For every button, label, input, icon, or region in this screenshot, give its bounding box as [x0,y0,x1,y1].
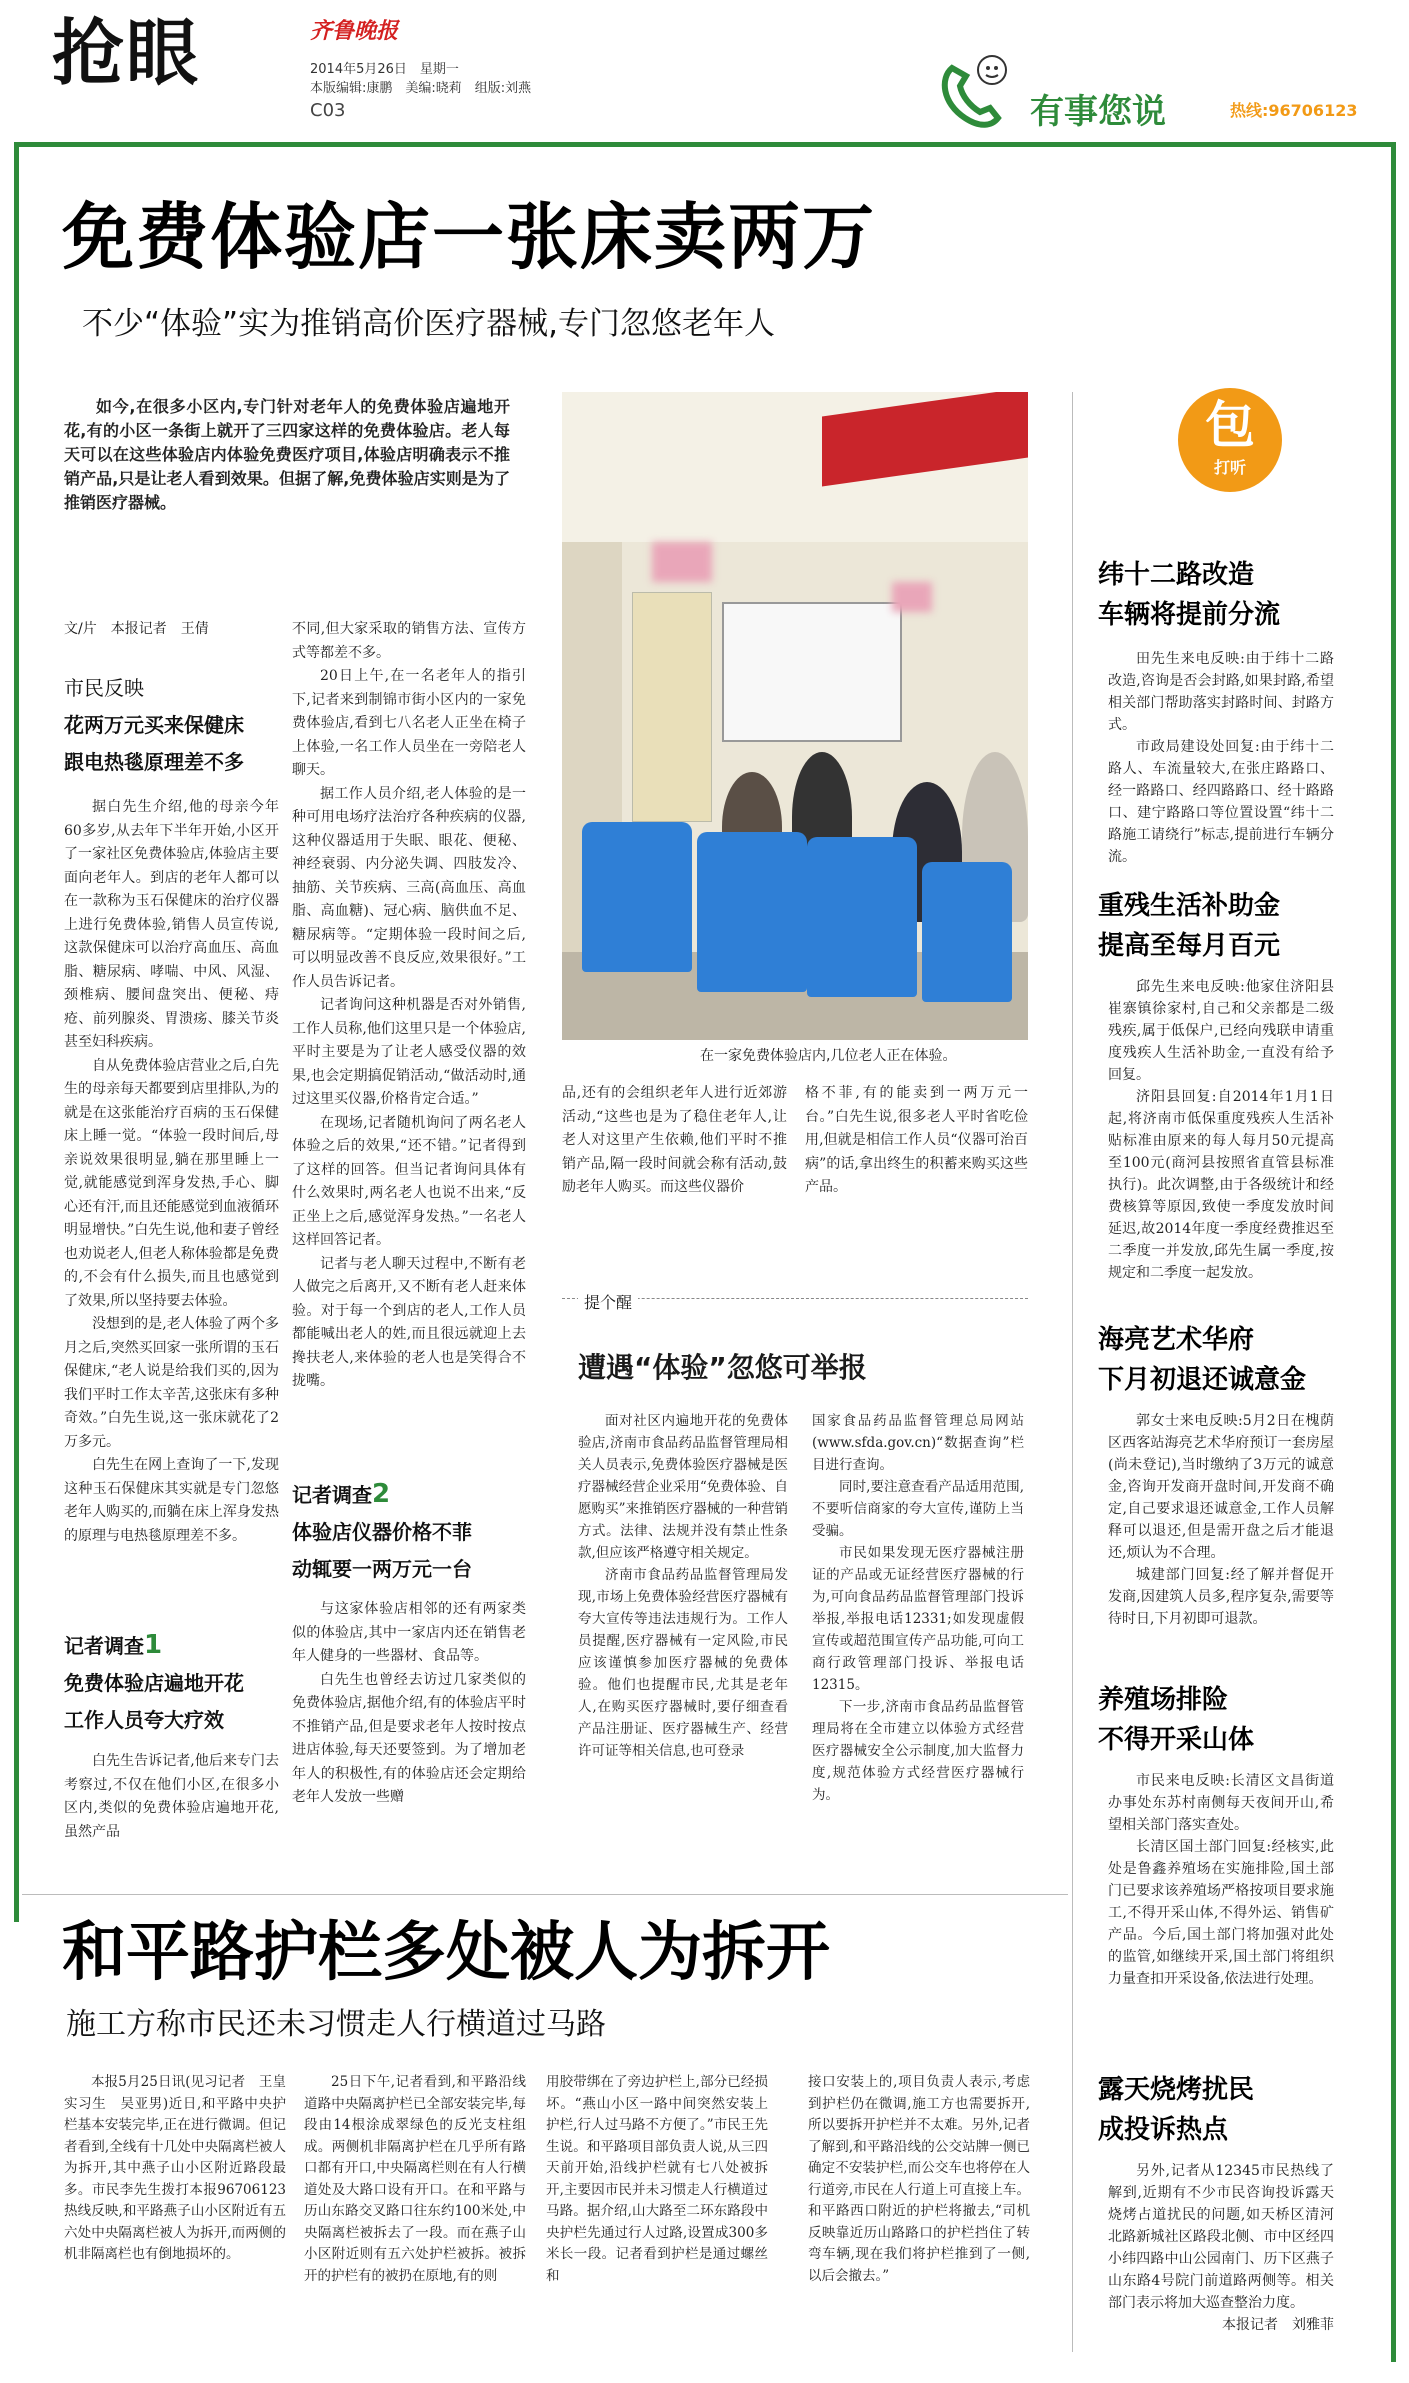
paragraph: 品,还有的会组织老年人进行近郊游活动,“这些也是为了稳住老年人,让老人对这里产生依赖,他们平时不推销产品,隔一段时间就会称有活动,鼓励老年人购买。而这些仪器价 [562,1085,787,1195]
paragraph: 国家食品药品监督管理总局网站(www.sfda.gov.cn)“数据查询”栏目进行查询。 [812,1413,1024,1473]
item5-title-2: 成投诉热点 [1098,2115,1229,2145]
paragraph: 20日上午,在一名老年人的指引下,记者来到制锦市街小区内的一家免费体验店,看到七八名老人正坐在椅子上体验,一名工作人员坐在一旁陪老人聊天。 [292,668,526,778]
remind-column-1 [578,1410,788,1762]
article2-subtitle: 施工方称市民还未习惯走人行横道过马路 [66,2007,606,2042]
investigation1-heading [64,1627,279,1739]
paragraph: 城建部门回复:经了解并督促开发商,因建筑人员多,程序复杂,需要等待时日,下月初即可退款。 [1108,1567,1334,1627]
investigation2-number: 2 [372,1479,391,1509]
paragraph: 另外,记者从12345市民热线了解到,近期有不少市民咨询投诉露天烧烤占道扰民的问题,如天桥区清河北路新城社区路段北侧、市中区经四小纬四路中山公园南门、历下区燕子山东路4号院门前道路两侧等。相关部门表示将加大巡查整治力度。 [1108,2163,1334,2311]
investigation2-label: 记者调查 [292,1483,372,1507]
sidebar-item-3-body [1108,1410,1334,1630]
issue-date: 2014年5月26日 星期一 [310,62,459,77]
top-divider [14,142,1396,147]
item4-title-1: 养殖场排险 [1098,1685,1229,1715]
article1-column-1b [64,1750,279,1844]
sidebar-item-2-body [1108,976,1334,1284]
section-title: 抢眼 [52,11,201,95]
item3-title-2: 下月初退还诚意金 [1098,1365,1307,1395]
sidebar-item-5-title [1098,2070,1254,2150]
item5-title-1: 露天烧烤扰民 [1098,2075,1255,2105]
paragraph: 接口安装上的,项目负责人表示,考虑到护栏仍在微调,施工方也需要拆开,所以要拆开护栏并不太难。另外,记者了解到,和平路沿线的公交站牌一侧已确定不安装护栏,而公交车也将停在人行道旁,市民在人行道上可直接上车。和平路西口附近的护栏将撤去,“司机反映靠近历山路路口的护栏挡住了转弯车辆,现在我们将护栏推到了一侧,以后会撤去。” [808,2074,1030,2284]
sidebar-divider [1072,392,1073,2352]
section1-title-2: 跟电热毯原理差不多 [64,750,244,774]
article2-column-1 [64,2072,300,2266]
item2-title-2: 提高至每月百元 [1098,931,1281,961]
hotline-phone-icon [930,48,1020,138]
paragraph: 自从免费体验店营业之后,白先生的母亲每天都要到店里排队,为的就是在这张能治疗百病的玉石保健床上睡一觉。“体验一段时间后,母亲说效果很明显,躺在那里睡上一觉,就能感觉到浑身发热,手心、脚心还有汗,而且还能感觉到血液循环明显增快。”白先生说,他和妻子曾经也劝说老人,但老人称体验都是免费的,不会有什么损失,而且也感觉到了效果,所以坚持要去体验。 [64,1057,279,1309]
hotline-number: 热线:96706123 [1230,101,1358,120]
photo-chair-2 [697,832,807,992]
remind-label: 提个醒 [578,1290,638,1313]
paragraph: 在现场,记者随机询问了两名老人体验之后的效果,“还不错。”记者得到了这样的回答。但当记者询问具体有什么效果时,两名老人也说不出来,“反正坐上之后,感觉浑身发热。”一名老人这样回答记者。 [292,1114,526,1248]
photo-board [722,602,902,742]
investigation2-title-2: 动辄要一两万元一台 [292,1557,472,1581]
paragraph: 市民如果发现无医疗器械注册证的产品或无证经营医疗器械的行为,可向食品药品监督管理部门投诉举报,举报电话12331;如发现虚假宣传或超范围宣传产品功能,可向工商行政管理部门投诉、举报电话12315。 [812,1545,1024,1693]
sidebar-item-4-title [1098,1680,1254,1760]
article1-lead [64,395,510,515]
item1-title-1: 纬十二路改造 [1098,560,1255,590]
paragraph: 记者询问这种机器是否对外销售,工作人员称,他们这里只是一个体验店,平时主要是为了让老人感受仪器的效果,也会定期搞促销活动,“做活动时,通过这里买仪器,价格肯定合适。” [292,997,526,1107]
paragraph: 郭女士来电反映:5月2日在槐荫区西客站海亮艺术华府预订一套房屋(尚未登记),当时缴纳了3万元的诚意金,咨询开发商开盘时间,开发商不确定,自己要求退还诚意金,工作人员解释可以退还,但是需开盘之后才能退还,烦认为不合理。 [1108,1413,1334,1561]
sidebar-item-1-body [1108,648,1334,868]
investigation1-title-2: 工作人员夸大疗效 [64,1708,224,1732]
paragraph: 白先生也曾经去访过几家类似的免费体验店,据他介绍,有的体验店平时不推销产品,但是要求老年人按时按点进店体验,每天还要签到。为了增加老年人的积极性,有的体验店还会定期给老年人发放一些赠 [292,1671,526,1805]
photo-chair-4 [922,862,1012,1002]
article1-column-3 [562,1082,787,1200]
article1-column-2b [292,1598,526,1810]
paragraph: 没想到的是,老人体验了两个多月之后,突然买回家一张所谓的玉石保健床,“老人说是给我们买的,因为我们平时工作太辛苦,这张床有多种奇效。”白先生说,这一张床就花了2万多元。 [64,1316,279,1450]
remind-column-2 [812,1410,1024,1806]
paragraph: 格不菲,有的能卖到一两万元一台。”白先生说,很多老人平时省吃俭用,但就是相信工作人员“仪器可治百病”的话,拿出终生的积蓄来购买这些产品。 [805,1085,1028,1195]
section1-heading [64,670,264,781]
article2-column-2 [304,2072,526,2287]
investigation1-label: 记者调查 [64,1634,144,1658]
paragraph: 长清区国土部门回复:经核实,此处是鲁鑫养殖场在实施排险,国土部门已要求该养殖场严格按项目要求施工,不得开采山体,不得外运、销售矿产品。今后,国土部门将加强对此处的监管,如继续开采,国土部门将组织力量查扣开采设备,依法进行处理。 [1108,1839,1334,1987]
paragraph: 25日下午,记者看到,和平路沿线道路中央隔离护栏已全部安装完毕,每段由14根涂成翠绿色的反光支柱组成。两侧机非隔离护栏在几乎所有路口都有开口,中央隔离栏则在有人行横道处及大路口设有开口。在和平路与历山东路交叉路口往东约100米处,中央隔离栏被拆去了一段。而在燕子山小区附近则有五六处护栏被拆。被拆开的护栏有的被扔在原地,有的则 [304,2074,526,2284]
sidebar-item-4-body [1108,1770,1334,1990]
article1-subtitle: 不少“体验”实为推销高价医疗器械,专门忽悠老年人 [82,306,775,342]
article1-column-2a [292,618,526,1394]
article2-divider [22,1894,1068,1895]
paragraph: 据工作人员介绍,老人体验的是一种可用电场疗法治疗各种疾病的仪器,这种仪器适用于失眠、眼花、便秘、神经衰弱、内分泌失调、四肢发冷、抽筋、关节疾病、三高(高血压、高血脂、高血糖)、冠心病、脑供血不足、糖尿病等。“定期体验一段时间之后,可以明显改善不良反应,效果很好。”工作人员告诉记者。 [292,785,526,990]
paragraph: 本报5月25日讯(见习记者 王皇 实习生 吴亚男)近日,和平路中央护栏基本安装完毕,正在进行微调。但记者看到,全线有十几处中央隔离栏被人为拆开,其中燕子山小区附近路段最多。市民李先生拨打本报96706123热线反映,和平路燕子山小区附近有五六处中央隔离栏被人为拆开,而两侧的机非隔离栏也有倒地损坏的。 [64,2074,300,2262]
paragraph: 邱先生来电反映:他家住济阳县崔寨镇徐家村,自己和父亲都是二级残疾,属于低保户,已经向残联申请重度残疾人生活补助金,一直没有给予回复。 [1108,979,1334,1083]
left-border [14,142,19,1922]
article2-column-3 [546,2072,768,2287]
paragraph: 市政局建设处回复:由于纬十二路人、车流量较大,在张庄路路口、经一路路口、经四路路口、经十路路口、建宁路路口等位置设置“纬十二路施工请绕行”标志,提前进行车辆分流。 [1108,739,1334,865]
paragraph: 据白先生介绍,他的母亲今年60多岁,从去年下半年开始,小区开了一家社区免费体验店,体验店主要面向老年人。到店的老年人都可以在一款称为玉石保健床的治疗仪器上进行免费体验,销售人员宣传说,这款保健床可以治疗高血压、高血脂、糖尿病、哮喘、中风、风湿、颈椎病、腰间盘突出、便秘、痔疮、前列腺炎、胃溃疡、膝关节炎甚至妇科疾病。 [64,799,279,1050]
paragraph: 面对社区内遍地开花的免费体验店,济南市食品药品监督管理局相关人员表示,免费体验医疗器械是医疗器械经营企业采用“免费体验、自愿购买”来推销医疗器械的一种营销方式。法律、法规并没有禁止性条款,但应该严格遵守相关规定。 [578,1413,788,1561]
article1-photo [562,392,1028,1040]
photo-poster [632,592,712,822]
article1-title: 免费体验店一张床卖两万 [62,195,877,279]
item3-title-1: 海亮艺术华府 [1098,1325,1255,1355]
paragraph: 白先生告诉记者,他后来专门去考察过,不仅在他们小区,在很多小区内,类似的免费体验店遍地开花,虽然产品 [64,1753,279,1840]
badge-char: 包 [1205,396,1255,454]
paragraph: 田先生来电反映:由于纬十二路改造,咨询是否会封路,如果封路,希望相关部门帮助落实封路时间、封路方式。 [1108,651,1334,733]
sidebar-item-1-title [1098,555,1280,635]
sidebar-badge [1178,388,1282,492]
photo-caption: 在一家免费体验店内,几位老人正在体验。 [700,1048,957,1064]
lead-paragraph: 如今,在很多小区内,专门针对老年人的免费体验店遍地开花,有的小区一条街上就开了三四家这样的免费体验店。老人每天可以在这些体验店内体验免费医疗项目,体验店明确表示不推销产品,只是让老人看到效果。但据了解,免费体验店实则是为了推销医疗器械。 [64,397,510,512]
sidebar-byline: 本报记者 刘雅菲 [1222,2317,1334,2333]
paragraph: 与这家体验店相邻的还有两家类似的体验店,其中一家店内还在销售老年人健身的一些器材、食品等。 [292,1601,526,1664]
article1-column-1a [64,796,279,1548]
sidebar-item-2-title [1098,886,1280,966]
article1-byline: 文/片 本报记者 王倩 [64,621,209,637]
sidebar-item-3-title [1098,1320,1306,1400]
editors-line: 本版编辑:康鹏 美编:晓莉 组版:刘燕 [310,81,532,96]
article2-column-4 [808,2072,1030,2287]
remind-title: 遭遇“体验”忽悠可举报 [578,1351,867,1384]
investigation1-title-1: 免费体验店遍地开花 [64,1671,244,1695]
badge-text: 打听 [1213,458,1246,477]
article1-column-4 [805,1082,1028,1200]
newspaper-logo: 齐鲁晚报 [310,18,399,44]
sidebar-item-5-body [1108,2160,1334,2336]
investigation2-heading [292,1476,526,1588]
paragraph: 记者与老人聊天过程中,不断有老人做完之后离开,又不断有老人赶来体验。对于每一个到店的老人,工作人员都能喊出老人的姓,而且很远就迎上去搀扶老人,来体验的老人也是笑得合不拢嘴。 [292,1255,526,1389]
section1-title-1: 花两万元买来保健床 [64,713,244,737]
photo-chair-3 [807,837,917,997]
photo-blur-patch [652,542,712,582]
paragraph: 用胶带绑在了旁边护栏上,部分已经损坏。“燕山小区一路中间突然安装上护栏,行人过马路不方便了。”市民王先生说。和平路项目部负责人说,从三四天前开始,沿线护栏就有七八处被拆开,主要因市民并未习惯走人行横道过马路。据介绍,山大路至二环东路段中央护栏先通过行人过路,设置成300多米长一段。记者看到护栏是通过螺丝和 [546,2074,768,2284]
photo-blur-patch-2 [892,582,932,612]
hotline-title: 有事您说 [1030,92,1166,132]
investigation2-title-1: 体验店仪器价格不菲 [292,1520,472,1544]
article2-title: 和平路护栏多处被人为拆开 [62,1916,830,1990]
paragraph: 济南市食品药品监督管理局发现,市场上免费体验经营医疗器械有夸大宣传等违法违规行为。工作人员提醒,医疗器械有一定风险,市民应该谨慎参加医疗器械的免费体验。他们也提醒市民,尤其是老年人,在购买医疗器械时,要仔细查看产品注册证、医疗器械生产、经营许可证等相关信息,也可登录 [578,1567,788,1759]
paragraph: 同时,要注意查看产品适用范围,不要听信商家的夸大宣传,谨防上当受骗。 [812,1479,1024,1539]
item4-title-2: 不得开采山体 [1098,1725,1255,1755]
photo-chair-1 [582,822,692,972]
right-border [1391,142,1396,2362]
section1-label: 市民反映 [64,676,144,700]
paragraph: 不同,但大家采取的销售方法、宣传方式等都差不多。 [292,621,526,661]
paragraph: 白先生在网上查询了一下,发现这种玉石保健床其实就是专门忽悠老年人购买的,而躺在床上浑身发热的原理与电热毯原理差不多。 [64,1457,279,1544]
page-number: C03 [310,100,346,121]
paragraph: 市民来电反映:长清区文昌街道办事处东苏村南侧每天夜间开山,希望相关部门落实查处。 [1108,1773,1334,1833]
paragraph: 济阳县回复:自2014年1月1日起,将济南市低保重度残疾人生活补贴标准由原来的每人每月50元提高至100元(商河县按照省直管县标准执行)。此次调整,由于各级统计和经费核算等原因,致使一季度发放时间延迟,故2014年度一季度经费推迟至二季度一并发放,邱先生属一季度,按规定和二季度一起发放。 [1108,1089,1334,1281]
item2-title-1: 重残生活补助金 [1098,891,1281,921]
item1-title-2: 车辆将提前分流 [1098,600,1281,630]
investigation1-number: 1 [144,1630,163,1660]
paragraph: 下一步,济南市食品药品监督管理局将在全市建立以体验方式经营医疗器械安全公示制度,加大监督力度,规范体验方式经营医疗器械行为。 [812,1699,1024,1803]
